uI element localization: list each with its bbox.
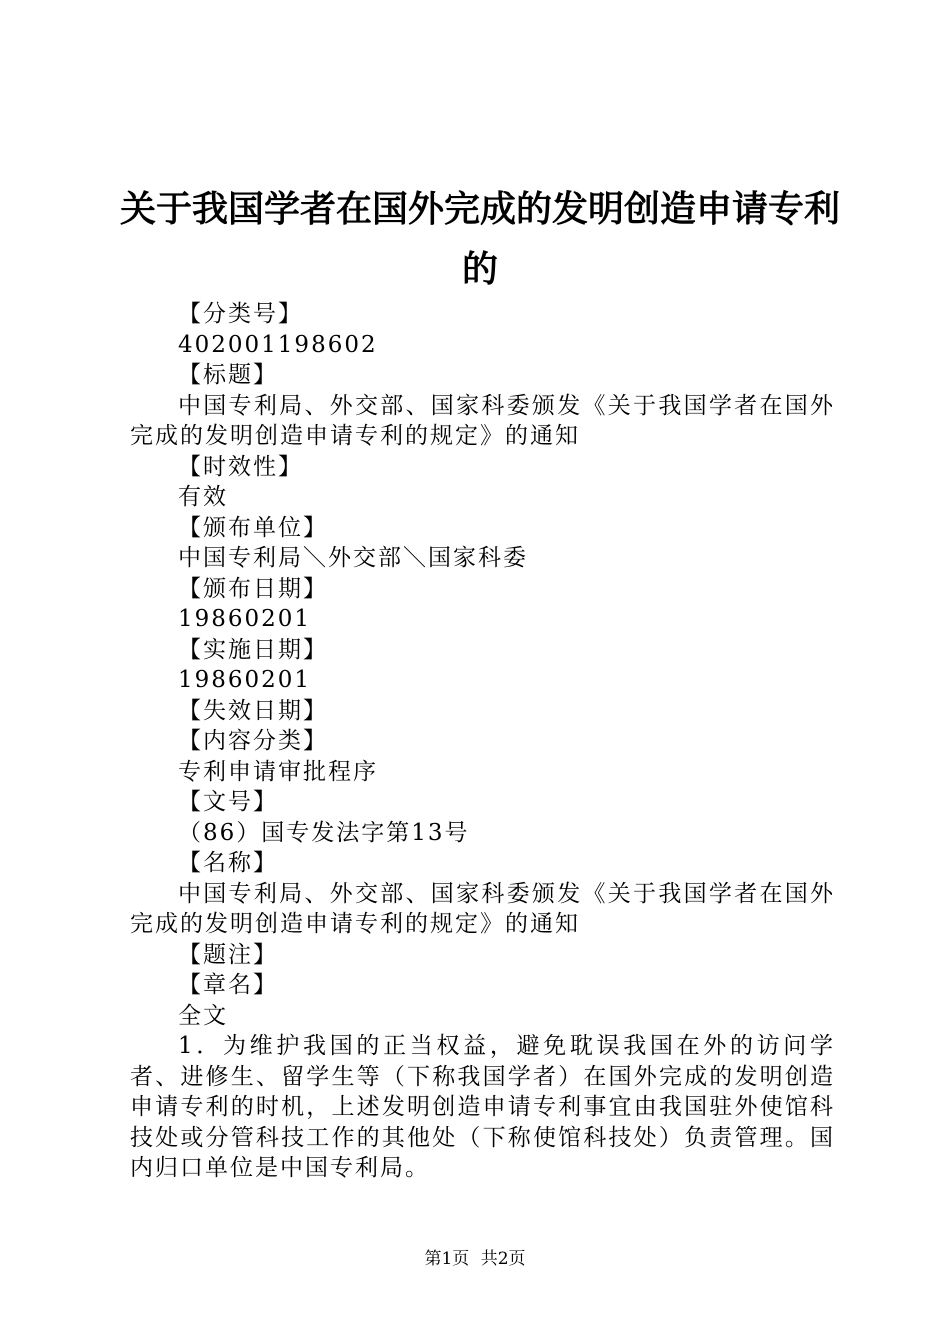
expiry-date-label: 【失效日期】 [178,697,328,724]
issuer-value: 中国专利局＼外交部＼国家科委 [178,545,528,571]
issuer-label: 【颁布单位】 [178,514,328,541]
issue-date-value: 19860201 [178,606,312,632]
classification-label: 【分类号】 [178,301,303,327]
document-body [130,299,835,1184]
page-total: 共2页 [480,1249,526,1269]
effective-date-label: 【实施日期】 [178,636,328,663]
category-value: 专利申请审批程序 [178,758,378,785]
page-footer [0,1244,950,1269]
heading-label: 【标题】 [178,362,278,388]
page-number: 第1页 [424,1249,470,1269]
title-line-1: 关于我国学者在国外完成的发明创造申请专利 [119,189,840,230]
title-line-2: 的 [461,249,498,290]
category-label: 【内容分类】 [178,728,328,754]
name-label: 【名称】 [178,850,278,876]
body-paragraph-1: 1．为维护我国的正当权益，避免耽误我国在外的访问学者、进修生、留学生等（下称我国学者）在国外完成的发明创造申请专利的时机，上述发明创造申请专利事宜由我国驻外使馆科技处或分管科技工作的其他处（下称使馆科技处）负责管理。国内归口单位是中国专利局。 [130,1033,835,1181]
doc-number-label: 【文号】 [178,789,278,815]
validity-label: 【时效性】 [178,453,303,480]
chapter-value: 全文 [178,1002,228,1029]
chapter-label: 【章名】 [178,972,278,998]
heading-value: 中国专利局、外交部、国家科委颁发《关于我国学者在国外完成的发明创造申请专利的规定》的通知 [130,392,835,449]
doc-number-value: （86）国专发法字第13号 [178,819,470,846]
document-title [100,180,860,300]
classification-value: 402001198602 [178,331,378,358]
issue-date-label: 【颁布日期】 [178,575,328,602]
note-label: 【题注】 [178,941,278,968]
name-value: 中国专利局、外交部、国家科委颁发《关于我国学者在国外完成的发明创造申请专利的规定》的通知 [130,880,835,937]
validity-value: 有效 [178,484,228,510]
effective-date-value: 19860201 [178,667,312,693]
